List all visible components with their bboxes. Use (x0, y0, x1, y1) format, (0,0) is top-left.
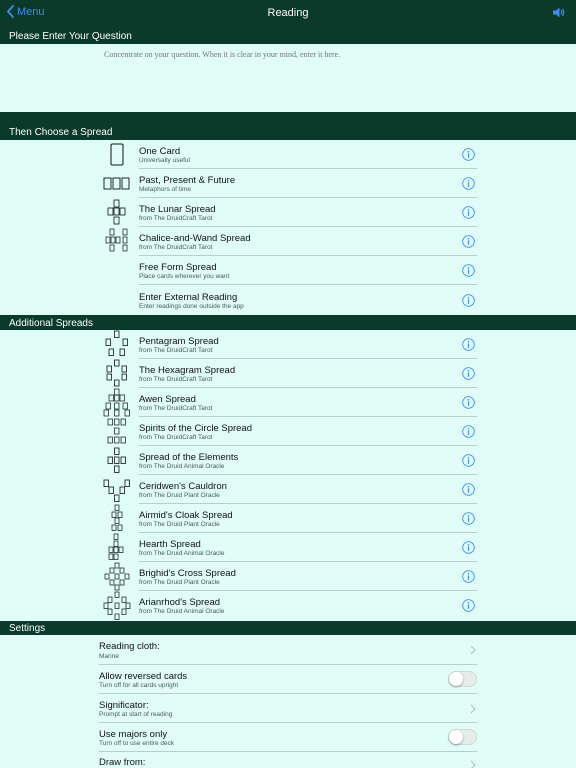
elements-spread-icon (100, 446, 134, 475)
spread-title: Enter External Reading (139, 292, 238, 303)
spirits-circle-spread-icon (100, 417, 134, 446)
spread-source: from The DruidCraft Tarot (139, 405, 213, 412)
info-icon[interactable] (462, 541, 475, 554)
setting-draw-from[interactable] (0, 752, 576, 768)
spread-row-pentagram[interactable] (0, 330, 576, 359)
setting-value: Marine (99, 653, 119, 660)
info-icon[interactable] (462, 177, 475, 190)
spread-title: Past, Present & Future (139, 175, 236, 186)
page-title: Reading (267, 7, 309, 19)
navigation-bar (0, 0, 576, 26)
question-section-header: Please Enter Your Question (0, 26, 576, 44)
lunar-spread-icon (100, 198, 134, 227)
spread-source: from The DruidCraft Tarot (139, 347, 213, 354)
setting-majors-only[interactable] (0, 723, 576, 752)
spread-row-one-card[interactable] (0, 140, 576, 169)
pentagram-spread-icon (100, 330, 134, 359)
cauldron-spread-icon (100, 475, 134, 504)
info-icon[interactable] (462, 235, 475, 248)
spread-row-hearth[interactable] (0, 533, 576, 562)
spread-title: Arianrhod's Spread (139, 597, 221, 608)
chalice-wand-spread-icon (100, 227, 134, 256)
spread-source: from The Druid Plant Oracle (139, 579, 220, 586)
info-icon[interactable] (462, 367, 475, 380)
spread-row-awen[interactable] (0, 388, 576, 417)
info-icon[interactable] (462, 425, 475, 438)
spread-title: Chalice-and-Wand Spread (139, 233, 251, 244)
chevron-right-icon (470, 645, 476, 655)
arianrhod-spread-icon (100, 591, 134, 620)
spread-title: The Hexagram Spread (139, 365, 236, 376)
info-icon[interactable] (462, 148, 475, 161)
brighid-cross-spread-icon (100, 562, 134, 591)
setting-title: Significator: (99, 700, 149, 711)
setting-significator[interactable] (0, 694, 576, 723)
spread-source: Enter readings done outside the app (139, 303, 244, 310)
spread-row-brighids-cross[interactable] (0, 562, 576, 591)
spread-row-lunar[interactable] (0, 198, 576, 227)
spread-title: Airmid's Cloak Spread (139, 510, 233, 521)
cloak-spread-icon (100, 504, 134, 533)
info-icon[interactable] (462, 512, 475, 525)
spread-source: from The Druid Plant Oracle (139, 492, 220, 499)
spread-source: from The DruidCraft Tarot (139, 215, 213, 222)
chevron-right-icon (470, 760, 476, 768)
spread-row-arianrhod[interactable] (0, 591, 576, 620)
three-card-spread-icon (100, 169, 134, 198)
spread-row-free-form[interactable] (0, 256, 576, 285)
spread-row-spirits-circle[interactable] (0, 417, 576, 446)
spread-section-header: Then Choose a Spread (0, 112, 576, 140)
spread-title: Spirits of the Circle Spread (139, 423, 252, 434)
spread-row-hexagram[interactable] (0, 359, 576, 388)
hexagram-spread-icon (100, 359, 134, 388)
spread-title: Free Form Spread (139, 262, 217, 273)
majors-only-toggle[interactable] (448, 729, 477, 745)
spread-title: Ceridwen's Cauldron (139, 481, 227, 492)
hearth-spread-icon (100, 533, 134, 562)
setting-title: Reading cloth: (99, 641, 160, 652)
info-icon[interactable] (462, 294, 475, 307)
speaker-icon[interactable] (552, 6, 566, 24)
spread-source: from The DruidCraft Tarot (139, 244, 213, 251)
spread-title: Hearth Spread (139, 539, 201, 550)
spread-source: from The Druid Animal Oracle (139, 608, 225, 615)
spread-row-past-present-future[interactable] (0, 169, 576, 198)
setting-description: Turn off to use entire deck (99, 740, 175, 747)
info-icon[interactable] (462, 396, 475, 409)
setting-title: Draw from: (99, 757, 146, 768)
setting-title: Use majors only (99, 729, 168, 740)
spread-source: Place cards wherever you want (139, 273, 230, 280)
spread-title: Awen Spread (139, 394, 196, 405)
one-card-spread-icon (100, 140, 134, 169)
setting-title: Allow reversed cards (99, 671, 188, 682)
settings-header: Settings (0, 621, 576, 635)
awen-spread-icon (100, 388, 134, 417)
spread-row-chalice-wand[interactable] (0, 227, 576, 256)
spread-title: One Card (139, 146, 181, 157)
question-area[interactable] (0, 44, 576, 112)
setting-reading-cloth[interactable] (0, 635, 576, 665)
setting-description: Turn off for all cards upright (99, 682, 179, 689)
reversed-cards-toggle[interactable] (448, 671, 477, 687)
spread-source: from The Druid Animal Oracle (139, 550, 225, 557)
spread-row-cauldron[interactable] (0, 475, 576, 504)
info-icon[interactable] (462, 206, 475, 219)
spread-source: from The Druid Plant Oracle (139, 521, 220, 528)
spread-title: Spread of the Elements (139, 452, 239, 463)
spread-source: Universally useful (139, 157, 190, 164)
info-icon[interactable] (462, 570, 475, 583)
spread-title: Pentagram Spread (139, 336, 219, 347)
spread-row-airmids-cloak[interactable] (0, 504, 576, 533)
question-input[interactable] (104, 50, 564, 59)
info-icon[interactable] (462, 483, 475, 496)
setting-value: Prompt at start of reading (99, 711, 173, 718)
info-icon[interactable] (462, 454, 475, 467)
menu-back-label: Menu (17, 5, 45, 18)
spread-row-external-reading[interactable] (0, 285, 576, 315)
info-icon[interactable] (462, 338, 475, 351)
spread-title: The Lunar Spread (139, 204, 216, 215)
additional-spreads-header: Additional Spreads (0, 315, 576, 330)
spread-source: Metaphors of time (139, 186, 192, 193)
spread-source: from The Druid Animal Oracle (139, 463, 225, 470)
setting-allow-reversed[interactable] (0, 665, 576, 694)
spread-title: Brighid's Cross Spread (139, 568, 236, 579)
spread-row-elements[interactable] (0, 446, 576, 475)
spread-source: from The DruidCraft Tarot (139, 434, 213, 441)
chevron-right-icon (470, 704, 476, 714)
info-icon[interactable] (462, 599, 475, 612)
info-icon[interactable] (462, 264, 475, 277)
spread-source: from The DruidCraft Tarot (139, 376, 213, 383)
